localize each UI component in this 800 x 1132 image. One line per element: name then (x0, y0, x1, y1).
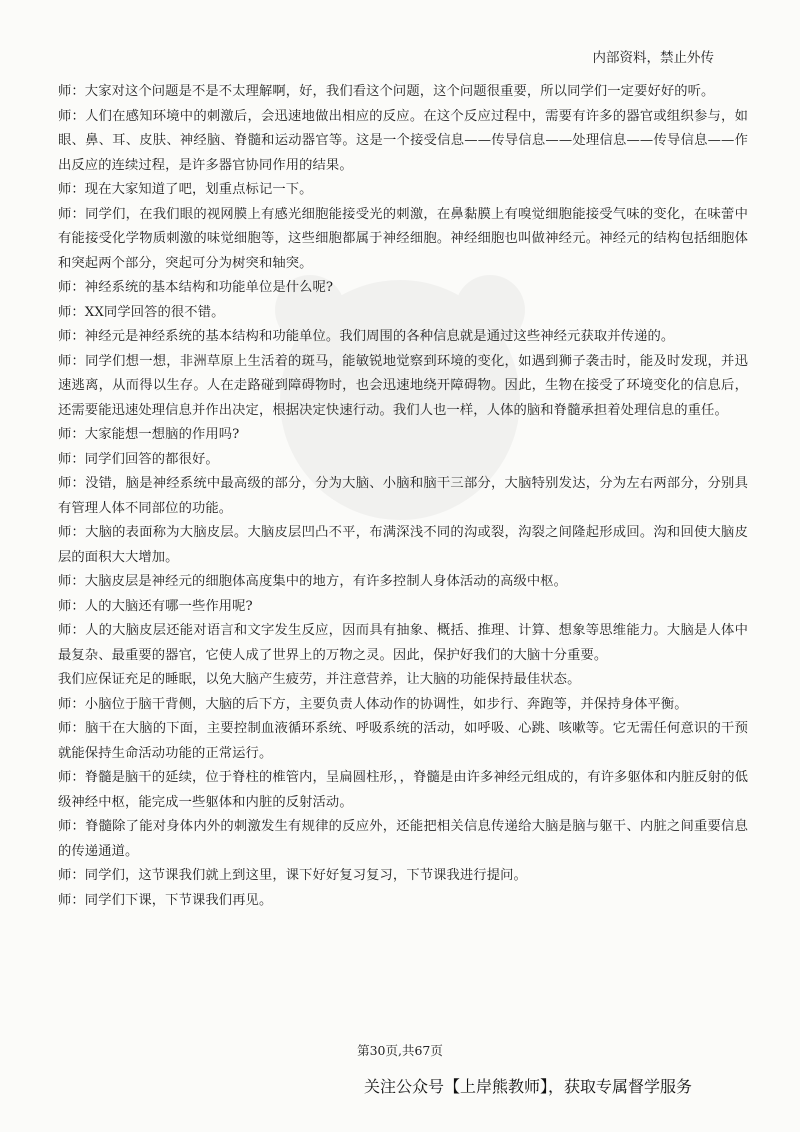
paragraph: 师：人的大脑皮层还能对语言和文字发生反应，因而具有抽象、概括、推理、计算、想象等思维能力。大脑是人体中最复杂、最重要的器官，它使人成了世界上的万物之灵。因此，保护好我们的大脑十分重要。 (58, 623, 748, 663)
paragraph: 师：神经元是神经系统的基本结构和功能单位。我们周围的各种信息就是通过这些神经元获取并传递的。 (58, 329, 675, 344)
paragraph: 师：同学们回答的都很好。 (58, 451, 219, 467)
paragraph: 师：同学们想一想，非洲草原上生活着的斑马，能敏锐地觉察到环境的变化，如遇到狮子袭击时，能及时发现，并迅速逃离，从而得以生存。人在走路碰到障碍物时，也会迅速地绕开障碍物。因此，生物在接受了环境变化的信息后，还需要能迅速处理信息并作出决定，根据决定快速行动。我们人也一样，人体的脑和脊髓承担着处理信息的重任。 (58, 353, 748, 418)
paragraph: 师：人们在感知环境中的刺激后，会迅速地做出相应的反应。在这个反应过程中，需要有许多的器官或组织参与，如眼、鼻、耳、皮肤、神经脑、脊髓和运动器官等。这是一个接受信息——传导信息——处理信息——传导信息——作出反应的连续过程，是许多器官协同作用的结果。 (58, 108, 748, 173)
paragraph: 师：同学们，在我们眼的视网膜上有感光细胞能接受光的刺激，在鼻黏膜上有嗅觉细胞能接受气味的变化，在味蕾中有能接受化学物质刺激的味觉细胞等，这些细胞都属于神经细胞。神经细胞也叫做神经元。神经元的结构包括细胞体和突起两个部分，突起可分为树突和轴突。 (58, 206, 748, 271)
document-body (58, 80, 748, 913)
confidential-header: 内部资料，禁止外传 (592, 50, 714, 66)
paragraph: 师：没错，脑是神经系统中最高级的部分，分为大脑、小脑和脑干三部分，大脑特别发达，分为左右两部分，分别具有管理人体不同部位的功能。 (58, 476, 748, 516)
page-number: 第30页,共67页 (357, 1043, 443, 1058)
paragraph: 师：大脑的表面称为大脑皮层。大脑皮层凹凸不平，布满深浅不同的沟或裂，沟裂之间隆起形成回。沟和回使大脑皮层的面积大大增加。 (58, 525, 748, 565)
paragraph: 师：脑干在大脑的下面，主要控制血液循环系统、呼吸系统的活动，如呼吸、心跳、咳嗽等。它无需任何意识的干预就能保持生命活动功能的正常运行。 (58, 721, 748, 761)
paragraph: 师：脊髓除了能对身体内外的刺激发生有规律的反应外，还能把相关信息传递给大脑是脑与躯干、内脏之间重要信息的传递通道。 (58, 819, 748, 859)
paragraph: 师：人的大脑还有哪一些作用呢? (58, 598, 253, 614)
paragraph: 我们应保证充足的睡眠，以免大脑产生疲劳，并注意营养，让大脑的功能保持最佳状态。 (58, 672, 581, 687)
paragraph: 师：同学们，这节课我们就上到这里，课下好好复习复习，下节课我进行提问。 (58, 868, 527, 883)
paragraph: 师：现在大家知道了吧，划重点标记一下。 (58, 182, 313, 197)
paragraph: 师：同学们下课，下节课我们再见。 (58, 892, 273, 908)
paragraph: 师：大家能想一想脑的作用吗? (58, 427, 240, 442)
paragraph: 师：神经系统的基本结构和功能单位是什么呢? (58, 280, 334, 295)
paragraph: 师：小脑位于脑干背侧，大脑的后下方，主要负责人体动作的协调性，如步行、奔跑等，并保持身体平衡。 (58, 696, 688, 712)
paragraph: 师：XX同学回答的很不错。 (58, 304, 225, 320)
promo-footer: 关注公众号【上岸熊教师】，获取专属督学服务 (364, 1077, 693, 1096)
paragraph: 师：大脑皮层是神经元的细胞体高度集中的地方，有许多控制人身体活动的高级中枢。 (58, 574, 568, 589)
paragraph: 师：脊髓是脑干的延续，位于脊柱的椎管内，呈扁圆柱形，，脊髓是由许多神经元组成的，有许多躯体和内脏反射的低级神经中枢，能完成一些躯体和内脏的反射活动。 (58, 770, 748, 810)
paragraph: 师：大家对这个问题是不是不太理解啊，好，我们看这个问题，这个问题很重要，所以同学们一定要好好的听。 (58, 84, 715, 99)
